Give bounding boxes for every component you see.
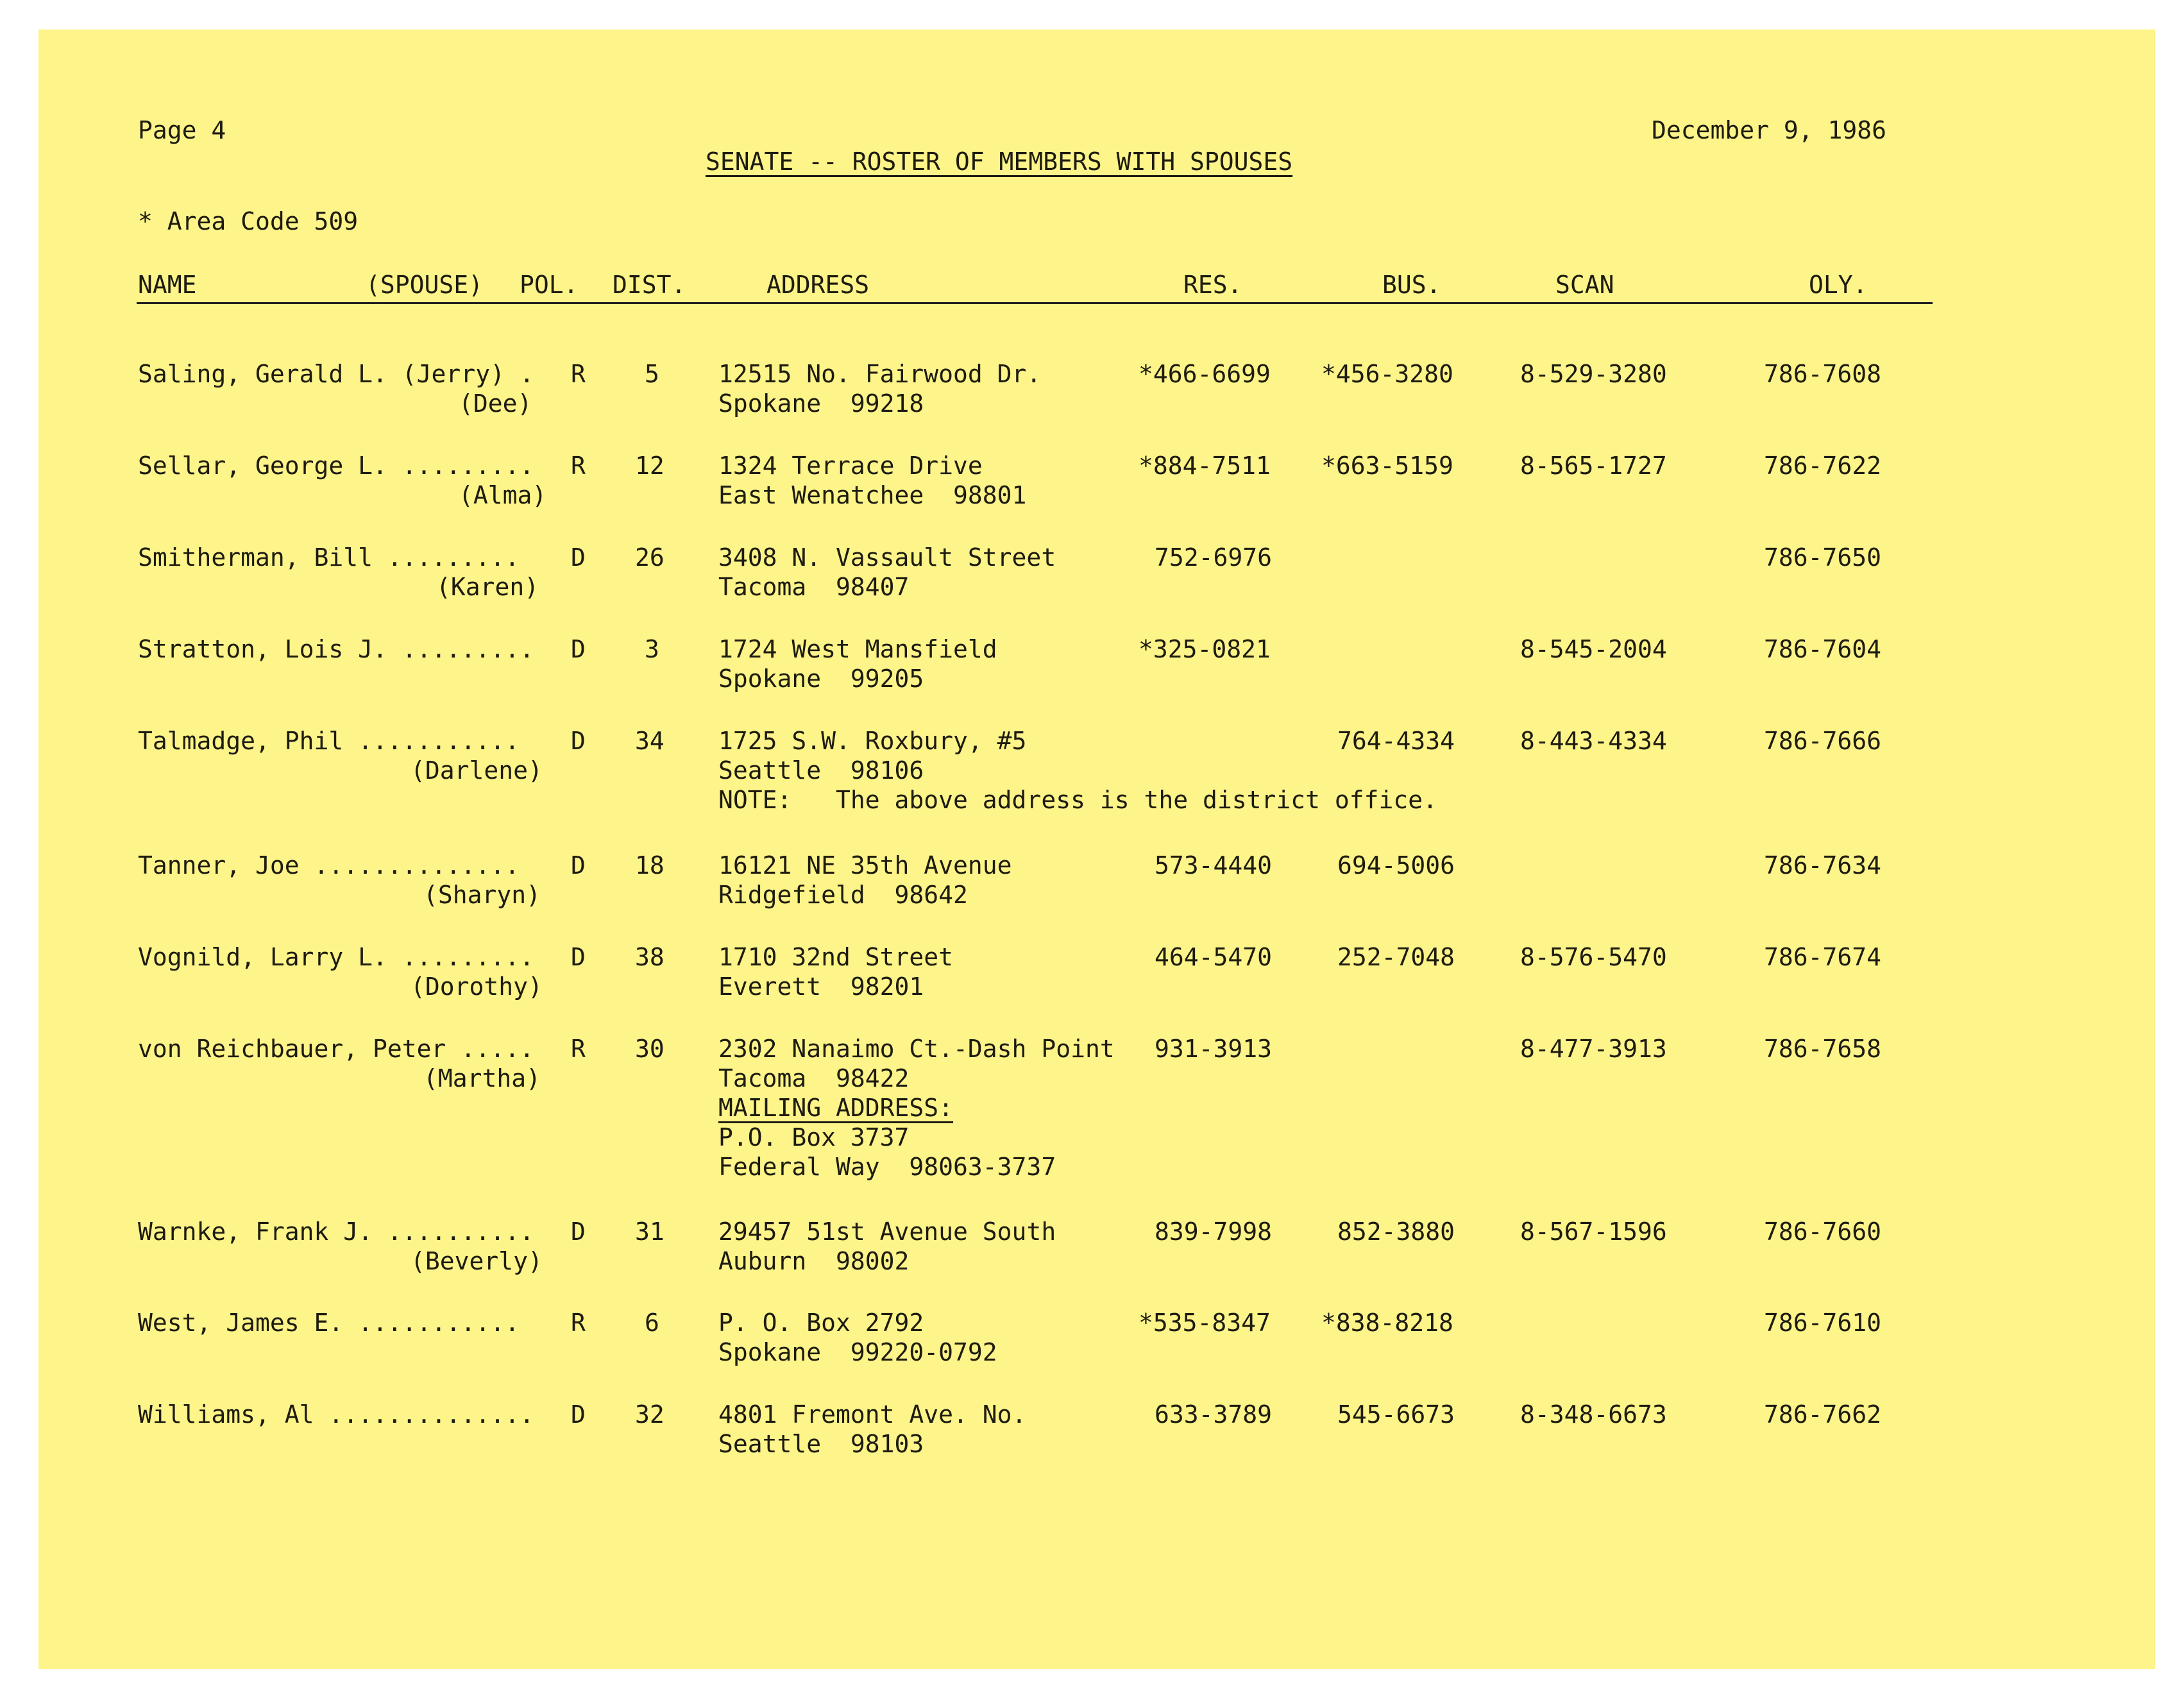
member-dist: 30 xyxy=(635,1035,665,1063)
member-address-line1: 1725 S.W. Roxbury, #5 xyxy=(718,727,1027,755)
member-spouse: (Dee) xyxy=(459,389,532,418)
member-pol: D xyxy=(571,543,586,572)
table-row xyxy=(38,942,2155,1032)
header-rule xyxy=(137,302,1933,304)
member-oly: 786-7650 xyxy=(1764,543,1882,572)
member-spouse: (Sharyn) xyxy=(423,881,541,909)
member-address-line2: Tacoma 98407 xyxy=(718,573,910,601)
member-scan: 8-567-1596 xyxy=(1520,1218,1667,1246)
table-row xyxy=(38,634,2155,724)
member-address-line1: 1324 Terrace Drive xyxy=(718,452,983,480)
table-row xyxy=(38,1034,2155,1181)
member-pol: D xyxy=(571,635,586,663)
member-address-line2: East Wenatchee 98801 xyxy=(718,481,1027,509)
member-name: West, James E. ........... xyxy=(138,1309,520,1337)
member-address-line2: Auburn 98002 xyxy=(718,1247,910,1275)
member-pol: D xyxy=(571,1400,586,1429)
member-oly: 786-7660 xyxy=(1764,1218,1882,1246)
col-scan: SCAN xyxy=(1555,271,1614,299)
member-bus: 764-4334 xyxy=(1337,727,1455,755)
member-address-line1: P. O. Box 2792 xyxy=(718,1309,924,1337)
member-address-line2: Spokane 99205 xyxy=(718,665,924,693)
col-address: ADDRESS xyxy=(766,271,870,299)
member-dist: 3 xyxy=(645,635,659,663)
col-dist: DIST. xyxy=(613,271,686,299)
member-pol: R xyxy=(571,1309,586,1337)
col-oly: OLY. xyxy=(1809,271,1868,299)
member-scan: 8-565-1727 xyxy=(1520,452,1667,480)
member-res: 464-5470 xyxy=(1155,943,1273,971)
mailing-address-label: MAILING ADDRESS: xyxy=(718,1094,954,1122)
page-number: Page 4 xyxy=(138,116,226,144)
member-name: Sellar, George L. ......... xyxy=(138,452,534,480)
member-address-line2: Seattle 98106 xyxy=(718,756,924,785)
member-address-line2: Spokane 99218 xyxy=(718,389,924,418)
member-address-line1: 2302 Nanaimo Ct.-Dash Point xyxy=(718,1035,1115,1063)
member-dist: 31 xyxy=(635,1218,665,1246)
member-address-line1: 3408 N. Vassault Street xyxy=(718,543,1056,572)
table-row xyxy=(38,726,2155,816)
member-pol: D xyxy=(571,943,586,971)
member-res: 633-3789 xyxy=(1155,1400,1273,1429)
member-name: Williams, Al .............. xyxy=(138,1400,534,1429)
member-address-line1: 4801 Fremont Ave. No. xyxy=(718,1400,1027,1429)
member-dist: 38 xyxy=(635,943,665,971)
member-address-line2: Seattle 98103 xyxy=(718,1430,924,1458)
roster-page xyxy=(38,30,2155,1669)
member-bus: *663-5159 xyxy=(1321,452,1453,480)
member-scan: 8-477-3913 xyxy=(1520,1035,1667,1063)
member-oly: 786-7674 xyxy=(1764,943,1882,971)
member-res: *535-8347 xyxy=(1139,1309,1271,1337)
member-scan: 8-348-6673 xyxy=(1520,1400,1667,1429)
member-oly: 786-7658 xyxy=(1764,1035,1882,1063)
member-bus: 852-3880 xyxy=(1337,1218,1455,1246)
member-bus: 252-7048 xyxy=(1337,943,1455,971)
district-office-note: NOTE: The above address is the district office. xyxy=(718,786,1438,814)
member-bus: 545-6673 xyxy=(1337,1400,1455,1429)
table-row xyxy=(38,359,2155,449)
table-row xyxy=(38,1308,2155,1398)
member-pol: R xyxy=(571,452,586,480)
member-oly: 786-7666 xyxy=(1764,727,1882,755)
member-res: 752-6976 xyxy=(1155,543,1273,572)
member-res: 573-4440 xyxy=(1155,851,1273,879)
member-res: 839-7998 xyxy=(1155,1218,1273,1246)
member-name: Vognild, Larry L. ......... xyxy=(138,943,534,971)
member-address-line2: Spokane 99220-0792 xyxy=(718,1338,997,1366)
member-bus: 694-5006 xyxy=(1337,851,1455,879)
col-name: NAME xyxy=(138,271,197,299)
member-res: 931-3913 xyxy=(1155,1035,1273,1063)
member-dist: 12 xyxy=(635,452,665,480)
document-title: SENATE -- ROSTER OF MEMBERS WITH SPOUSES xyxy=(706,148,1293,176)
member-pol: D xyxy=(571,1218,586,1246)
member-oly: 786-7662 xyxy=(1764,1400,1882,1429)
member-scan: 8-443-4334 xyxy=(1520,727,1667,755)
table-row xyxy=(38,1217,2155,1307)
member-spouse: (Dorothy) xyxy=(411,972,543,1001)
member-oly: 786-7634 xyxy=(1764,851,1882,879)
col-bus: BUS. xyxy=(1382,271,1441,299)
member-name: Smitherman, Bill ......... xyxy=(138,543,520,572)
member-pol: D xyxy=(571,727,586,755)
mailing-address-line1: P.O. Box 3737 xyxy=(718,1123,910,1151)
member-spouse: (Darlene) xyxy=(411,756,543,785)
member-oly: 786-7610 xyxy=(1764,1309,1882,1337)
member-dist: 5 xyxy=(645,360,659,388)
col-spouse: (SPOUSE) xyxy=(366,271,484,299)
table-row xyxy=(38,543,2155,633)
member-pol: R xyxy=(571,360,586,388)
member-spouse: (Karen) xyxy=(436,573,539,601)
member-name: Saling, Gerald L. (Jerry) . xyxy=(138,360,534,388)
member-spouse: (Beverly) xyxy=(411,1247,543,1275)
member-name: Tanner, Joe .............. xyxy=(138,851,520,879)
member-address-line1: 1724 West Mansfield xyxy=(718,635,997,663)
member-dist: 6 xyxy=(645,1309,659,1337)
member-res: *884-7511 xyxy=(1139,452,1271,480)
member-dist: 34 xyxy=(635,727,665,755)
col-pol: POL. xyxy=(520,271,579,299)
member-address-line2: Everett 98201 xyxy=(718,972,924,1001)
member-scan: 8-576-5470 xyxy=(1520,943,1667,971)
member-oly: 786-7604 xyxy=(1764,635,1882,663)
member-name: Talmadge, Phil ........... xyxy=(138,727,520,755)
member-name: von Reichbauer, Peter ..... xyxy=(138,1035,534,1063)
member-dist: 18 xyxy=(635,851,665,879)
table-row xyxy=(38,1400,2155,1490)
member-bus: *456-3280 xyxy=(1321,360,1453,388)
member-pol: D xyxy=(571,851,586,879)
member-spouse: (Martha) xyxy=(423,1064,541,1092)
col-res: RES. xyxy=(1183,271,1242,299)
member-dist: 32 xyxy=(635,1400,665,1429)
member-res: *325-0821 xyxy=(1139,635,1271,663)
member-address-line1: 29457 51st Avenue South xyxy=(718,1218,1056,1246)
member-scan: 8-529-3280 xyxy=(1520,360,1667,388)
member-oly: 786-7608 xyxy=(1764,360,1882,388)
member-address-line2: Tacoma 98422 xyxy=(718,1064,910,1092)
table-row xyxy=(38,451,2155,541)
member-res: *466-6699 xyxy=(1139,360,1271,388)
area-code-note: * Area Code 509 xyxy=(138,207,359,235)
member-oly: 786-7622 xyxy=(1764,452,1882,480)
mailing-address-line2: Federal Way 98063-3737 xyxy=(718,1153,1056,1181)
member-name: Stratton, Lois J. ......... xyxy=(138,635,534,663)
member-dist: 26 xyxy=(635,543,665,572)
member-scan: 8-545-2004 xyxy=(1520,635,1667,663)
member-address-line1: 16121 NE 35th Avenue xyxy=(718,851,1012,879)
member-bus: *838-8218 xyxy=(1321,1309,1453,1337)
member-address-line1: 12515 No. Fairwood Dr. xyxy=(718,360,1042,388)
table-row xyxy=(38,851,2155,940)
member-address-line2: Ridgefield 98642 xyxy=(718,881,968,909)
member-pol: R xyxy=(571,1035,586,1063)
member-spouse: (Alma) xyxy=(459,481,547,509)
member-address-line1: 1710 32nd Street xyxy=(718,943,954,971)
document-date: December 9, 1986 xyxy=(1652,116,1887,144)
member-name: Warnke, Frank J. .......... xyxy=(138,1218,534,1246)
